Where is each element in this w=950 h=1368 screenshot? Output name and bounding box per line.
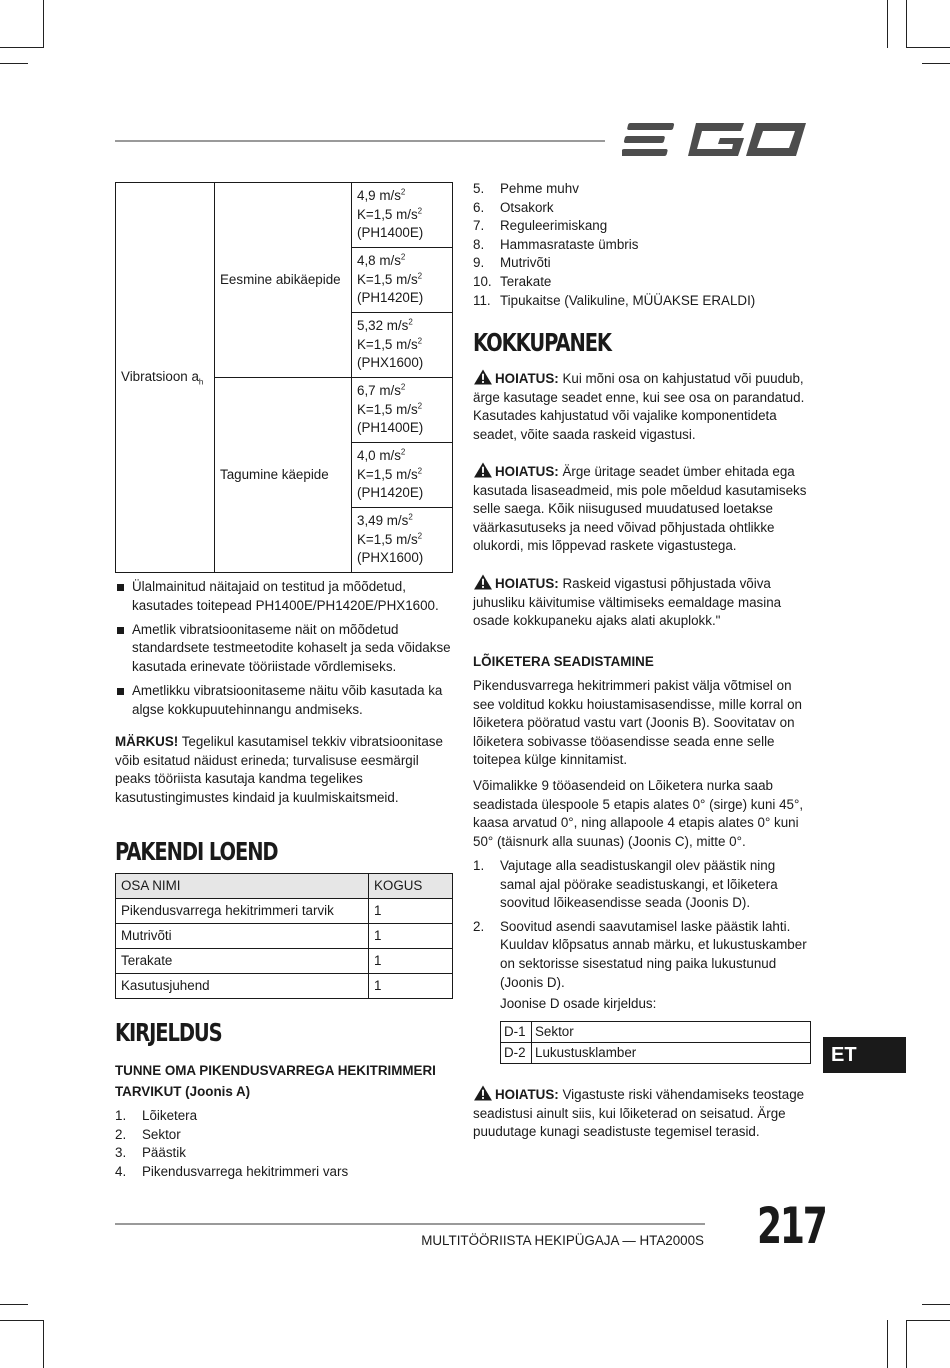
table-row xyxy=(501,1022,811,1043)
list-item: 9. Mutrivõti xyxy=(473,255,551,271)
cell-name: Terakate xyxy=(116,949,369,974)
list-item: 1. Lõiketera xyxy=(115,1108,198,1123)
legend-value: Lukustusklamber xyxy=(532,1043,811,1064)
crop-mark xyxy=(0,1320,43,1321)
crop-mark xyxy=(887,1320,888,1368)
crop-mark xyxy=(887,0,888,48)
package-table xyxy=(115,873,453,999)
list-item: 4. Pikendusvarrega hekitrimmeri vars xyxy=(115,1163,349,1179)
list-item: 2. Soovitud asendi saavutamisel laske päästik lahti. Kuuldav klõpsatus annab märku, et lukustuskamber on sektorisse sisestatud ning paika lukustunud (Joonis D). xyxy=(473,918,807,990)
crop-mark xyxy=(906,47,950,48)
bullet-square-icon xyxy=(117,688,124,695)
parts-list-left xyxy=(115,1107,453,1181)
loiketera-heading: LÕIKETERA SEADISTAMINE xyxy=(473,654,654,669)
crop-mark xyxy=(43,1320,44,1368)
loiketera-paragraph-1: Pikendusvarrega hekitrimmeri pakist välja võtmisel on see volditud kokku hoiustamisasendisse, mille korral on lõiketera pööratud vastu vart (Joonis B). Soovitatav on lõiketera sobivasse tööasendisse seada enne selle toitepea külge kinnitamist. xyxy=(473,678,802,768)
vibration-table xyxy=(115,182,453,573)
crop-mark xyxy=(922,63,950,64)
warning-triangle-icon xyxy=(473,574,493,590)
vibration-value-cell: 3,49 $m/s^2$ K=1,5 $m/s^2$ (PHX1600) xyxy=(352,508,453,573)
kokkupanek-heading: KOKKUPANEK xyxy=(473,328,611,357)
warning-paragraph: HOIATUS: Raskeid vigastusi põhjustada võiva juhusliku käivitumise vältimiseks eemaldage masina osade kokkupaneku ajaks alati akuplokk." xyxy=(473,576,782,629)
table-row xyxy=(116,899,453,924)
footer-title: MULTITÖÖRIISTA HEKIPÜGAJA — HTA2000S xyxy=(421,1233,704,1248)
cell-name: Pikendusvarrega hekitrimmeri tarvik xyxy=(116,899,369,924)
cell-name: Kasutusjuhend xyxy=(116,974,369,999)
list-item: 10. Terakate xyxy=(473,273,552,289)
note-label: MÄRKUS! xyxy=(115,734,179,749)
page-number: 217 xyxy=(757,1197,826,1255)
loiketera-paragraph-2: Võimalikke 9 tööasendeid on Lõiketera nurka saab seadistada ülespoole 5 etapis alates 0° (sirge) kuni 45°, kaasa arvatud 0°, ning allapoole 4 etapis alates 0° kuni 50° (täisnurk alla suunas) (Joonis C), mitte 0°. xyxy=(473,778,804,849)
rear-handle-label: Tagumine käepide xyxy=(215,378,352,573)
crop-mark xyxy=(906,1320,907,1368)
list-item: 3. Päästik xyxy=(115,1145,186,1161)
vibration-value-cell: 4,0 $m/s^2$ K=1,5 $m/s^2$ (PH1420E) xyxy=(352,443,453,508)
vibration-value-cell: 5,32 $m/s^2$ K=1,5 $m/s^2$ (PHX1600) xyxy=(352,313,453,378)
language-tab: ET xyxy=(823,1037,906,1073)
figure-d-legend-table xyxy=(500,1021,811,1064)
vibration-notes-list xyxy=(115,578,453,725)
table-row xyxy=(501,1043,811,1064)
crop-mark xyxy=(906,1320,950,1321)
header-rule xyxy=(115,140,605,142)
legend-intro: Joonise D osade kirjeldus: xyxy=(500,996,657,1011)
crop-mark xyxy=(906,0,907,48)
table-row xyxy=(116,974,453,999)
vibration-value-cell: 4,8 $m/s^2$ K=1,5 $m/s^2$ (PH1420E) xyxy=(352,248,453,313)
warning-triangle-icon xyxy=(473,1085,493,1101)
warning-paragraph: HOIATUS: Ärge üritage seadet ümber ehitada ega kasutada lisaseadmeid, mis pole mõeldud kasutamiseks selle saega. Kõik niisugused muudatused loetakse väärkasutuseks ja need võivad põhjustada ohtlikke olukordi, mis lõppevad raskete vigastustega. xyxy=(473,464,807,554)
bullet-square-icon xyxy=(117,584,124,591)
kirjeldus-heading: KIRJELDUS xyxy=(115,1018,222,1047)
col-name-header: OSA NIMI xyxy=(116,874,369,899)
vibration-label: Vibratsioon $a_h$ xyxy=(116,183,215,573)
cell-qty: 1 xyxy=(369,949,453,974)
list-item: 5. Pehme muhv xyxy=(473,181,579,196)
crop-mark xyxy=(922,1304,950,1305)
col-qty-header: KOGUS xyxy=(369,874,453,899)
list-item: 8. Hammasrataste ümbris xyxy=(473,236,639,252)
footer-rule xyxy=(115,1223,705,1225)
parts-list-right xyxy=(473,180,813,310)
crop-mark xyxy=(0,47,43,48)
pakendi-heading: PAKENDI LOEND xyxy=(115,837,278,866)
list-item: 7. Reguleerimiskang xyxy=(473,218,608,234)
warning-paragraph: HOIATUS: Vigastuste riski vähendamiseks teostage seadistusi ainult siis, kui lõiketerad on seisatud. Ärge puudutage kunagi seadistuste tegemisel terasid. xyxy=(473,1087,805,1140)
warning-triangle-icon xyxy=(473,369,493,385)
list-item: 1. Vajutage alla seadistuskangil olev päästik ning samal ajal pöörake seadistuskangi, et lõiketera soovitud lõikeasendisse seada (Joonis D). xyxy=(473,858,778,911)
vibration-value-cell: 4,9 $m/s^2$ K=1,5 $m/s^2$ (PH1400E) xyxy=(352,183,453,248)
cell-name: Mutrivõti xyxy=(116,924,369,949)
warning-paragraph: HOIATUS: Kui mõni osa on kahjustatud või puudub, ärge kasutage seadet enne, kui see osa on parandatud. Kasutades kahjustatud või vajalike komponentideta seadet, võite saada raskeid vigastusi. xyxy=(473,371,805,442)
cell-qty: 1 xyxy=(369,924,453,949)
note-paragraph: MÄRKUS! Tegelikul kasutamisel tekkiv vibratsioonitase võib esitatud näidust erineda; turvalisuse eesmärgil peaks tööriista kasutaja kandma tegelikes kasutustingimustes kindaid ja kuulmiskaitsmeid. xyxy=(115,734,443,805)
table-row xyxy=(116,949,453,974)
list-item: Ametlik vibratsioonitaseme näit on mõõdetud standardsete testmeetodite kohaselt ja seda võidakse kasutada erinevate tööriistade võrdlemiseks. xyxy=(115,621,453,677)
list-item: Ametlikku vibratsioonitaseme näitu võib kasutada ka algse kokkupuutehinnangu andmiseks. xyxy=(115,682,453,719)
cell-qty: 1 xyxy=(369,974,453,999)
bullet-square-icon xyxy=(117,627,124,634)
legend-value: Sektor xyxy=(532,1022,811,1043)
crop-mark xyxy=(0,63,28,64)
list-item: Ülalmainitud näitajaid on testitud ja mõõdetud, kasutades toitepead PH1400E/PH1420E/PHX1600. xyxy=(115,578,453,615)
front-handle-label: Eesmine abikäepide xyxy=(215,183,352,378)
list-item: 6. Otsakork xyxy=(473,199,554,215)
legend-key: D-1 xyxy=(501,1022,532,1043)
cell-qty: 1 xyxy=(369,899,453,924)
table-row xyxy=(116,924,453,949)
warning-triangle-icon xyxy=(473,462,493,478)
adjust-steps-list xyxy=(473,857,813,992)
ego-logo xyxy=(622,117,812,163)
crop-mark xyxy=(0,1304,28,1305)
legend-key: D-2 xyxy=(501,1043,532,1064)
vibration-value-cell: 6,7 $m/s^2$ K=1,5 $m/s^2$ (PH1400E) xyxy=(352,378,453,443)
list-item: 2. Sektor xyxy=(115,1126,181,1142)
crop-mark xyxy=(43,0,44,48)
list-item: 11. Tipukaitse (Valikuline, MÜÜAKSE ERALDI) xyxy=(473,292,756,308)
kirjeldus-subheading: TUNNE OMA PIKENDUSVARREGA HEKITRIMMERI TARVIKUT (Joonis A) xyxy=(115,1063,436,1099)
